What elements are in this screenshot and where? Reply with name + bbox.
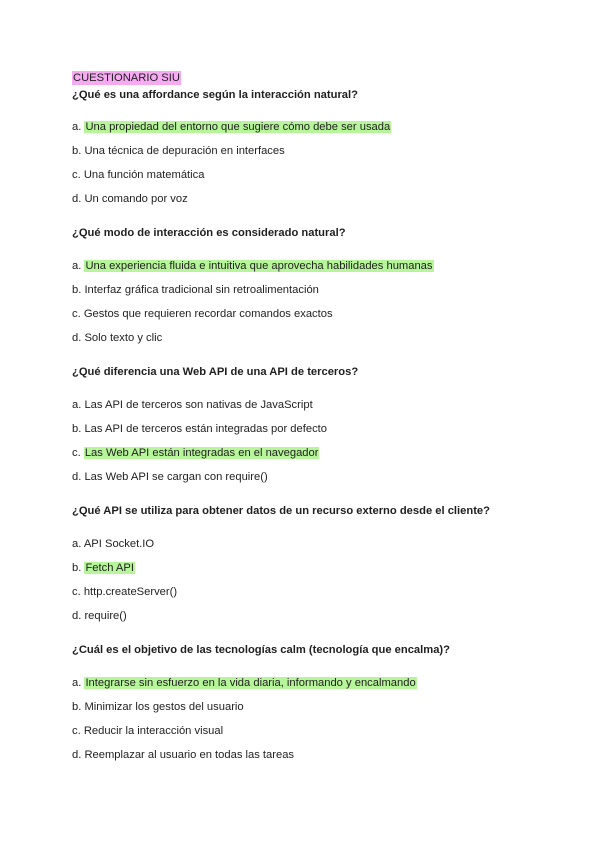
option-text: Una función matemática bbox=[83, 169, 205, 181]
option-letter: a. bbox=[72, 260, 82, 272]
option-text: require() bbox=[84, 610, 127, 622]
option-text: Las API de terceros son nativas de JavaScript bbox=[84, 399, 313, 411]
option-text: Minimizar los gestos del usuario bbox=[84, 701, 244, 713]
q4-option-a bbox=[72, 536, 154, 552]
correct-answer-text: Fetch API bbox=[85, 562, 134, 574]
question-2: ¿Qué modo de interacción es considerado natural? bbox=[72, 227, 346, 239]
document-title: CUESTIONARIO SIU bbox=[73, 72, 180, 84]
option-letter: d. bbox=[72, 749, 82, 761]
correct-answer-text: Las Web API están integradas en el navegador bbox=[84, 447, 319, 459]
q4-option-b bbox=[72, 560, 135, 576]
option-letter: a. bbox=[72, 121, 82, 133]
option-text: Las Web API se cargan con require() bbox=[84, 471, 268, 483]
q2-option-a bbox=[72, 258, 434, 274]
option-letter: d. bbox=[72, 332, 82, 344]
option-text: API Socket.IO bbox=[83, 538, 155, 550]
q2-option-d bbox=[72, 330, 162, 346]
option-letter: d. bbox=[72, 193, 82, 205]
q1-option-c bbox=[72, 167, 204, 183]
option-letter: a. bbox=[72, 677, 82, 689]
option-text: Interfaz gráfica tradicional sin retroalimentación bbox=[84, 284, 319, 296]
option-letter: c. bbox=[72, 447, 81, 459]
option-letter: b. bbox=[72, 562, 82, 574]
q2-option-c bbox=[72, 306, 333, 322]
correct-answer-text: Una experiencia fluida e intuitiva que aprovecha habilidades humanas bbox=[85, 260, 433, 272]
q5-option-b bbox=[72, 699, 244, 715]
option-letter: c. bbox=[72, 725, 81, 737]
option-letter: c. bbox=[72, 169, 81, 181]
q1-option-b bbox=[72, 143, 285, 159]
option-letter: b. bbox=[72, 423, 82, 435]
q5-option-d bbox=[72, 747, 294, 763]
option-letter: d. bbox=[72, 471, 82, 483]
option-text: Reemplazar al usuario en todas las tareas bbox=[84, 749, 295, 761]
option-text: Un comando por voz bbox=[84, 193, 188, 205]
q2-option-b bbox=[72, 282, 319, 298]
option-letter: c. bbox=[72, 586, 81, 598]
option-letter: a. bbox=[72, 538, 82, 550]
correct-answer-text: Una propiedad del entorno que sugiere cómo debe ser usada bbox=[85, 121, 391, 133]
option-letter: d. bbox=[72, 610, 82, 622]
question-3: ¿Qué diferencia una Web API de una API de terceros? bbox=[72, 366, 359, 378]
option-letter: b. bbox=[72, 284, 82, 296]
q3-option-c bbox=[72, 445, 319, 461]
option-text: Una técnica de depuración en interfaces bbox=[84, 145, 285, 157]
q1-option-a bbox=[72, 119, 391, 135]
question-4: ¿Qué API se utiliza para obtener datos de un recurso externo desde el cliente? bbox=[72, 505, 490, 517]
q5-option-a bbox=[72, 675, 417, 691]
q3-option-d bbox=[72, 469, 268, 485]
option-letter: c. bbox=[72, 308, 81, 320]
option-text: Solo texto y clic bbox=[84, 332, 163, 344]
option-text: Las API de terceros están integradas por defecto bbox=[84, 423, 327, 435]
option-letter: b. bbox=[72, 701, 82, 713]
question-5: ¿Cuál es el objetivo de las tecnologías calm (tecnología que encalma)? bbox=[72, 644, 450, 656]
option-text: Gestos que requieren recordar comandos exactos bbox=[83, 308, 333, 320]
correct-answer-text: Integrarse sin esfuerzo en la vida diaria, informando y encalmando bbox=[85, 677, 416, 689]
q4-option-c bbox=[72, 584, 177, 600]
question-1: ¿Qué es una affordance según la interacción natural? bbox=[72, 89, 358, 101]
q5-option-c bbox=[72, 723, 223, 739]
option-text: http.createServer() bbox=[83, 586, 178, 598]
option-letter: a. bbox=[72, 399, 82, 411]
q1-option-d bbox=[72, 191, 188, 207]
option-letter: b. bbox=[72, 145, 82, 157]
option-text: Reducir la interacción visual bbox=[83, 725, 224, 737]
q3-option-b bbox=[72, 421, 327, 437]
q4-option-d bbox=[72, 608, 127, 624]
q3-option-a bbox=[72, 397, 313, 413]
